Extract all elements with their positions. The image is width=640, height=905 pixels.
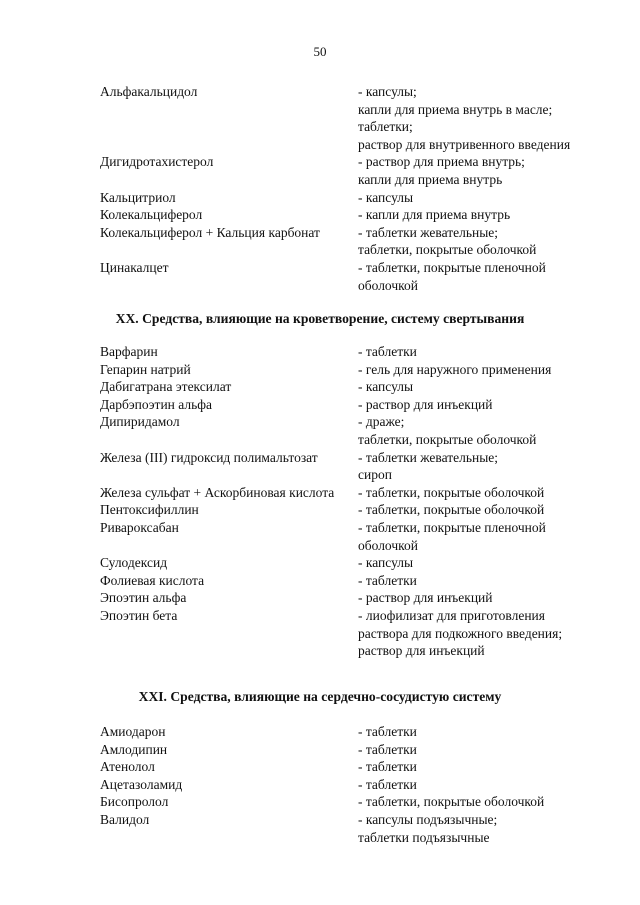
drug-forms — [358, 206, 608, 224]
drug-forms — [358, 484, 608, 502]
drug-form-line: - таблетки — [358, 344, 417, 359]
drug-forms — [358, 776, 608, 794]
drug-row — [0, 758, 640, 776]
drug-name: Железа (III) гидроксид полимальтозат — [100, 449, 318, 465]
drug-name: Эпоэтин альфа — [100, 590, 187, 606]
drug-form-line: таблетки, покрытые оболочкой — [358, 242, 537, 258]
drug-form-line: - раствор для инъекций — [358, 396, 493, 412]
drug-forms — [358, 449, 608, 484]
drug-row — [0, 589, 640, 607]
drug-row — [0, 343, 640, 361]
drug-form-line: - капли для приема внутрь — [358, 207, 511, 223]
drug-forms — [358, 811, 608, 846]
drug-form-line: - раствор для приема внутрь; — [358, 154, 525, 170]
drug-row — [0, 206, 640, 224]
drug-row — [0, 519, 640, 554]
drug-name: Колекальциферол — [100, 207, 203, 223]
drug-forms — [358, 741, 608, 759]
drug-form-line: сироп — [358, 467, 392, 483]
drug-form-line: оболочкой — [358, 537, 418, 553]
drug-form-line: таблетки подъязычные — [358, 829, 490, 845]
drug-form-line: - капсулы — [358, 555, 414, 571]
drug-name: Атенолол — [100, 759, 155, 775]
drug-list-top — [0, 83, 640, 294]
section-heading-xx: XX. Средства, влияющие на кроветворение, систему свертывания — [115, 311, 525, 326]
drug-row — [0, 501, 640, 519]
drug-name: Кальцитриол — [100, 189, 176, 205]
drug-form-line: - лиофилизат для приготовления — [358, 607, 545, 623]
drug-forms — [358, 396, 608, 414]
drug-row — [0, 741, 640, 759]
drug-row — [0, 572, 640, 590]
drug-row — [0, 811, 640, 846]
drug-forms — [358, 793, 608, 811]
drug-form-line: раствор для внутривенного введения — [358, 136, 571, 152]
drug-form-line: - капсулы — [358, 189, 414, 205]
drug-form-line: таблетки; — [358, 119, 413, 135]
drug-forms — [358, 519, 608, 554]
drug-row — [0, 554, 640, 572]
drug-form-line: - таблетки, покрытые оболочкой — [358, 502, 545, 518]
drug-forms — [358, 83, 608, 153]
drug-name: Альфакальцидол — [100, 84, 198, 99]
drug-form-line: - таблетки — [358, 759, 417, 775]
drug-form-line: - таблетки, покрытые пленочной — [358, 259, 546, 275]
drug-name: Ривароксабан — [100, 519, 179, 535]
drug-form-line: - таблетки, покрытые оболочкой — [358, 794, 545, 810]
drug-forms — [358, 259, 608, 294]
drug-form-line: раствора для подкожного введения; — [358, 625, 563, 641]
drug-form-line: - таблетки жевательные; — [358, 224, 499, 240]
drug-form-line: - таблетки, покрытые оболочкой — [358, 484, 545, 500]
drug-row — [0, 413, 640, 448]
drug-name: Пентоксифиллин — [100, 502, 199, 518]
section-heading-xxi: XXI. Средства, влияющие на сердечно-сосудистую систему — [138, 689, 502, 704]
page-number: 50 — [313, 44, 327, 59]
drug-name: Ацетазоламид — [100, 776, 183, 792]
drug-name: Цинакалцет — [100, 259, 169, 275]
drug-forms — [358, 501, 608, 519]
drug-list-xxi — [0, 723, 640, 846]
drug-row — [0, 259, 640, 294]
drug-forms — [358, 378, 608, 396]
drug-form-line: - капсулы подъязычные; — [358, 811, 498, 827]
drug-row — [0, 83, 640, 153]
drug-name: Эпоэтин бета — [100, 607, 178, 623]
drug-name: Фолиевая кислота — [100, 572, 205, 588]
drug-name: Дабигатрана этексилат — [100, 379, 232, 395]
drug-name: Железа сульфат + Аскорбиновая кислота — [100, 484, 335, 500]
drug-name: Амлодипин — [100, 741, 168, 757]
drug-form-line: раствор для инъекций — [358, 643, 485, 659]
drug-name: Валидол — [100, 811, 150, 827]
drug-list-xx — [0, 343, 640, 660]
drug-form-line: - раствор для инъекций — [358, 590, 493, 606]
drug-form-line: таблетки, покрытые оболочкой — [358, 431, 537, 447]
drug-row — [0, 361, 640, 379]
drug-row — [0, 793, 640, 811]
drug-name: Дипиридамол — [100, 414, 180, 430]
drug-row — [0, 396, 640, 414]
drug-row — [0, 776, 640, 794]
drug-form-line: - капсулы — [358, 379, 414, 395]
drug-forms — [358, 572, 608, 590]
drug-form-line: капли для приема внутрь — [358, 171, 503, 187]
drug-forms — [358, 361, 608, 379]
drug-forms — [358, 589, 608, 607]
drug-name: Колекальциферол + Кальция карбонат — [100, 224, 320, 240]
drug-form-line: - таблетки, покрытые пленочной — [358, 519, 546, 535]
drug-forms — [358, 413, 608, 448]
drug-row — [0, 378, 640, 396]
drug-form-line: - таблетки — [358, 572, 417, 588]
drug-row — [0, 153, 640, 188]
drug-form-line: - капсулы; — [358, 84, 417, 99]
drug-row — [0, 484, 640, 502]
drug-form-line: - гель для наружного применения — [358, 361, 552, 377]
drug-forms — [358, 224, 608, 259]
drug-name: Сулодексид — [100, 555, 168, 571]
drug-row — [0, 723, 640, 741]
drug-name: Амиодарон — [100, 724, 166, 739]
drug-forms — [358, 189, 608, 207]
drug-name: Бисопролол — [100, 794, 169, 810]
drug-forms — [358, 153, 608, 188]
drug-form-line: - таблетки — [358, 776, 417, 792]
drug-row — [0, 607, 640, 660]
drug-name: Дарбэпоэтин альфа — [100, 396, 213, 412]
drug-forms — [358, 607, 608, 660]
drug-form-line: капли для приема внутрь в масле; — [358, 101, 553, 117]
drug-forms — [358, 723, 608, 741]
drug-row — [0, 189, 640, 207]
drug-name: Дигидротахистерол — [100, 154, 214, 170]
drug-form-line: оболочкой — [358, 277, 418, 293]
drug-forms — [358, 554, 608, 572]
drug-form-line: - таблетки — [358, 741, 417, 757]
drug-forms — [358, 758, 608, 776]
drug-form-line: - драже; — [358, 414, 405, 430]
drug-row — [0, 224, 640, 259]
drug-name: Гепарин натрий — [100, 361, 191, 377]
drug-form-line: - таблетки — [358, 724, 417, 739]
drug-row — [0, 449, 640, 484]
drug-forms — [358, 343, 608, 361]
drug-name: Варфарин — [100, 344, 158, 359]
drug-form-line: - таблетки жевательные; — [358, 449, 499, 465]
